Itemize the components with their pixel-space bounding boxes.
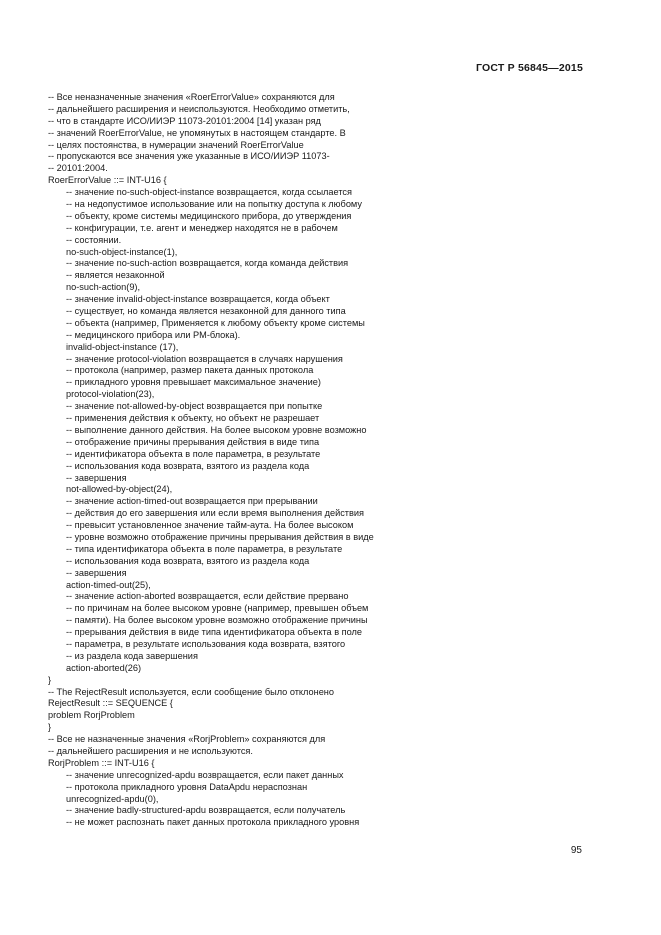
- text-line: -- отображение причины прерывания действия в виде типа: [66, 436, 320, 447]
- text-line: -- значение not-allowed-by-object возвращается при попытке: [66, 401, 323, 412]
- text-line: -- значение no-such-action возвращается, когда команда действия: [66, 258, 349, 269]
- document-standard-header: ГОСТ Р 56845—2015: [475, 62, 583, 74]
- page-number: 95: [570, 845, 582, 856]
- text-line: -- на недопустимое использование или на попытку доступа к любому: [66, 199, 362, 210]
- text-line: -- конфигурации, т.е. агент и менеджер находятся не в рабочем: [66, 222, 338, 233]
- text-line: -- дальнейшего расширения и не используются.: [48, 745, 253, 756]
- text-line: -- использования кода возврата, взятого из раздела кода: [66, 460, 310, 471]
- text-line: -- значение badly-structured-apdu возвращается, если получатель: [66, 805, 346, 816]
- text-line: -- действия до его завершения или если время выполнения действия: [66, 508, 365, 519]
- text-line: protocol-violation(23),: [66, 389, 155, 400]
- text-line: -- пропускаются все значения уже указанные в ИСО/ИИЭР 11073-: [48, 151, 330, 162]
- text-line: -- 20101:2004.: [48, 163, 108, 174]
- text-line: -- использования кода возврата, взятого из раздела кода: [66, 555, 310, 566]
- text-line: -- значение invalid-object-instance возвращается, когда объект: [66, 294, 330, 305]
- text-line: -- протокола прикладного уровня DataApdu нераспознан: [66, 781, 308, 792]
- text-line: -- целях постоянства, в нумерации значений RoerErrorValue: [48, 139, 304, 150]
- text-line: no-such-object-instance(1),: [66, 246, 178, 257]
- text-line: no-such-action(9),: [66, 282, 141, 293]
- text-line: -- завершения: [66, 567, 127, 578]
- text-line: RoerErrorValue ::= INT-U16 {: [48, 175, 167, 186]
- asn1-code-listing: [48, 92, 608, 829]
- text-line: -- из раздела кода завершения: [66, 650, 198, 661]
- text-line: }: [48, 722, 52, 733]
- text-line: -- протокола (например, размер пакета данных протокола: [66, 365, 314, 376]
- text-line: -- значение protocol-violation возвращается в случаях нарушения: [66, 353, 343, 364]
- text-line: -- идентификатора объекта в поле параметра, в результате: [66, 448, 321, 459]
- text-line: -- прерывания действия в виде типа идентификатора объекта в поле: [66, 627, 363, 638]
- text-line: RorjProblem ::= INT-U16 {: [48, 757, 155, 768]
- text-line: action-aborted(26): [66, 662, 142, 673]
- text-line: -- объекту, кроме системы медицинского прибора, до утверждения: [66, 210, 352, 221]
- text-line: -- является незаконной: [66, 270, 165, 281]
- text-line: -- уровне возможно отображение причины прерывания действия в виде: [66, 531, 374, 542]
- text-line: -- медицинского прибора или PM-блока).: [66, 329, 241, 340]
- text-line: not-allowed-by-object(24),: [66, 484, 173, 495]
- text-line: -- Все неназначенные значения «RoerErrorValue» сохраняются для: [48, 92, 335, 102]
- text-line: RejectResult ::= SEQUENCE {: [48, 698, 173, 709]
- text-line: -- значение action-aborted возвращается, если действие прервано: [66, 591, 349, 602]
- text-line: -- состоянии.: [66, 234, 122, 245]
- text-line: -- превысит установленное значение тайм-аута. На более высоком: [66, 520, 354, 531]
- text-line: -- дальнейшего расширения и неиспользуются. Необходимо отметить,: [48, 103, 350, 114]
- text-line: -- значение action-timed-out возвращается при прерывании: [66, 496, 318, 507]
- text-line: -- типа идентификатора объекта в поле параметра, в результате: [66, 543, 343, 554]
- text-line: problem RorjProblem: [48, 710, 135, 721]
- text-line: -- не может распознать пакет данных протокола прикладного уровня: [66, 817, 360, 828]
- text-line: unrecognized-apdu(0),: [66, 793, 159, 804]
- text-line: -- значение unrecognized-apdu возвращается, если пакет данных: [66, 769, 344, 780]
- text-line: -- The RejectResult используется, если сообщение было отклонено: [48, 686, 334, 697]
- text-line: -- что в стандарте ИСО/ИИЭР 11073-20101:2004 [14] указан ряд: [48, 115, 321, 126]
- text-line: -- объекта (например, Применяется к любому объекту кроме системы: [66, 317, 365, 328]
- text-line: -- выполнение данного действия. На более высоком уровне возможно: [66, 424, 367, 435]
- text-line: -- значение no-such-object-instance возвращается, когда ссылается: [66, 187, 353, 198]
- text-line: -- прикладного уровня превышает максимальное значение): [66, 377, 321, 388]
- text-line: invalid-object-instance (17),: [66, 341, 179, 352]
- text-line: -- Все не назначенные значения «RorjProblem» сохраняются для: [48, 734, 326, 745]
- text-line: -- по причинам на более высоком уровне (например, превышен объем: [66, 603, 369, 614]
- text-line: -- существует, но команда является незаконной для данного типа: [66, 306, 346, 317]
- text-line: action-timed-out(25),: [66, 579, 151, 590]
- text-line: -- завершения: [66, 472, 127, 483]
- text-line: }: [48, 674, 52, 685]
- text-line: -- применения действия к объекту, но объект не разрешает: [66, 413, 320, 424]
- text-line: -- значений RoerErrorValue, не упомянутых в настоящем стандарте. В: [48, 127, 346, 138]
- text-line: -- памяти). На более высоком уровне возможно отображение причины: [66, 615, 368, 626]
- text-line: -- параметра, в результате использования кода возврата, взятого: [66, 638, 346, 649]
